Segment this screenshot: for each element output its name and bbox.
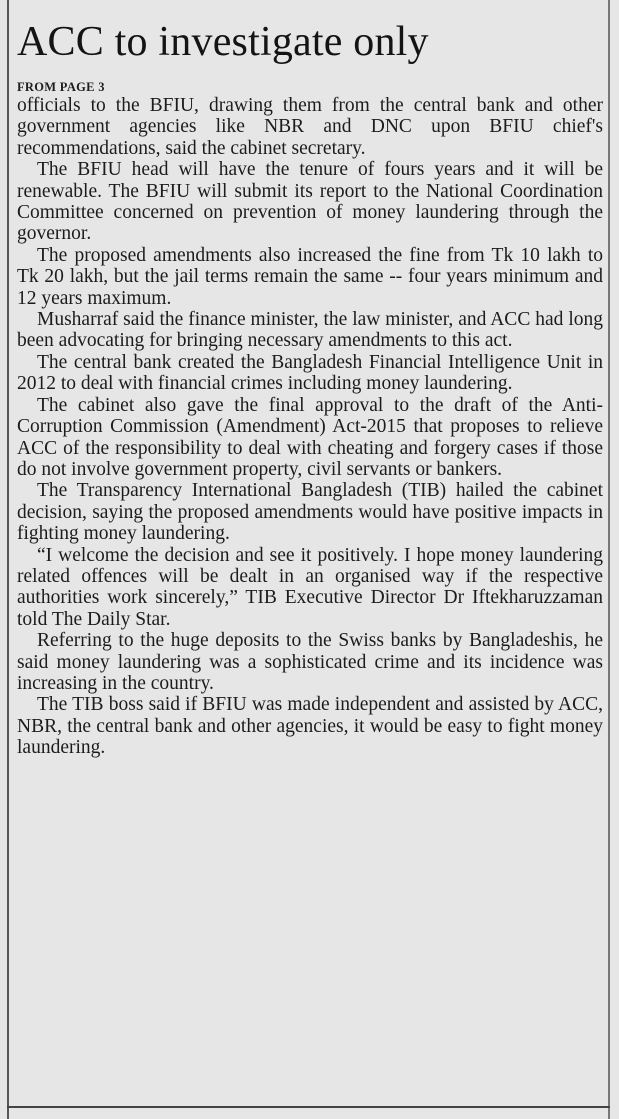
paragraph: The BFIU head will have the tenure of fours years and it will be renewable. The BFIU will submit its report to the National Coordination Committee concerned on prevention of money laundering through the governor. — [17, 159, 603, 245]
right-column-rule — [608, 0, 610, 1119]
continuation-kicker: FROM PAGE 3 — [17, 80, 105, 94]
paragraph: The cabinet also gave the final approval to the draft of the Anti-Corruption Commission (Amendment) Act-2015 that proposes to relieve ACC of the responsibility to deal with cheating and forgery cases if those do not involve government property, civil servants or bankers. — [17, 394, 603, 480]
article-body — [17, 95, 603, 759]
paragraph: “I welcome the decision and see it positively. I hope money laundering related offences will be dealt in an organised way if the respective authorities work sincerely,” TIB Executive Director Dr Iftekharuzzaman told The Daily Star. — [17, 544, 603, 630]
article — [17, 18, 603, 759]
paragraph: The proposed amendments also increased the fine from Tk 10 lakh to Tk 20 lakh, but the jail terms remain the same -- four years minimum and 12 years maximum. — [17, 244, 603, 309]
paragraph: The Transparency International Bangladesh (TIB) hailed the cabinet decision, saying the proposed amendments would have positive impacts in fighting money laundering. — [17, 480, 603, 545]
bottom-rule — [7, 1106, 610, 1108]
paragraph: Referring to the huge deposits to the Swiss banks by Bangladeshis, he said money laundering was a sophisticated crime and its incidence was increasing in the country. — [17, 630, 603, 694]
paragraph: Musharraf said the finance minister, the law minister, and ACC had long been advocating for bringing necessary amendments to this act. — [17, 309, 603, 352]
headline: ACC to investigate only — [17, 19, 429, 65]
paragraph: officials to the BFIU, drawing them from the central bank and other government agencies like NBR and DNC upon BFIU chief's recommendations, said the cabinet secretary. — [17, 95, 603, 159]
paragraph: The central bank created the Bangladesh Financial Intelligence Unit in 2012 to deal with financial crimes including money laundering. — [17, 351, 603, 395]
left-column-rule — [7, 0, 9, 1119]
paragraph: The TIB boss said if BFIU was made independent and assisted by ACC, NBR, the central bank and other agencies, it would be easy to fight money laundering. — [17, 694, 603, 759]
